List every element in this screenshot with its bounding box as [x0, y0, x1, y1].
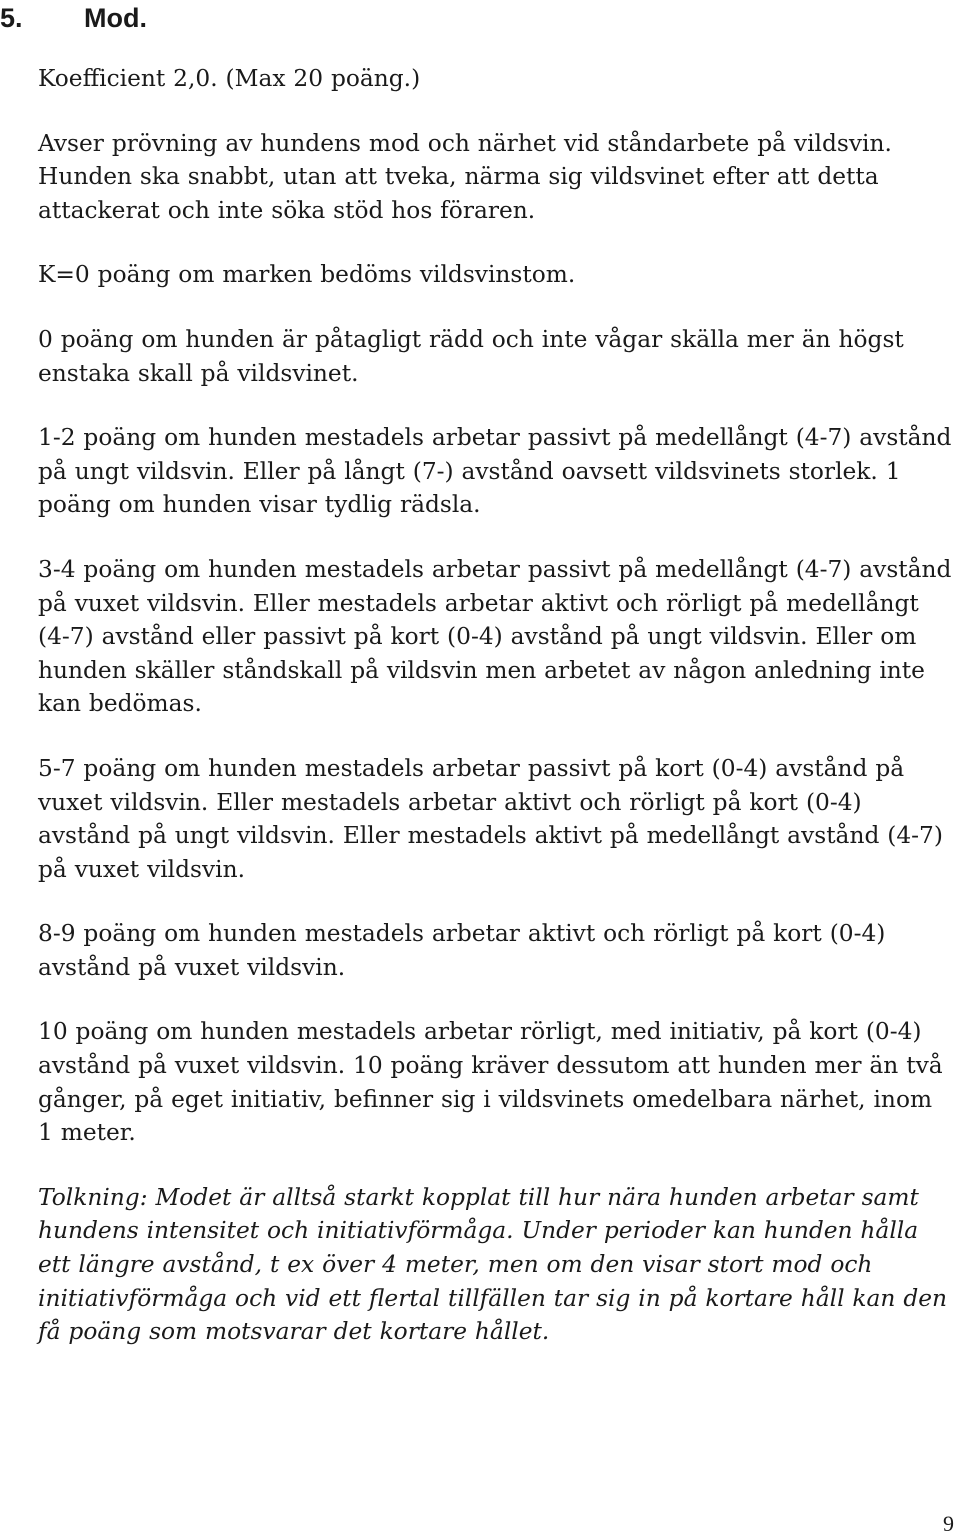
score-5-7-paragraph: 5-7 poäng om hunden mestadels arbetar passivt på kort (0-4) avstånd på vuxet vildsvin. Eller mestadels arbetar aktivt och rörligt på kort (0-4) avstånd på ungt vildsvin. Eller mestadels aktivt på medellångt avstånd (4-7) på vuxet vildsvin.	[38, 754, 943, 883]
section-number: 5.	[0, 3, 23, 33]
score-0-paragraph: 0 poäng om hunden är påtagligt rädd och inte vågar skälla mer än högst enstaka skall på vildsvinet.	[38, 325, 904, 387]
document-body	[38, 62, 953, 1380]
score-1-2-paragraph: 1-2 poäng om hunden mestadels arbetar passivt på medellångt (4-7) avstånd på ungt vildsvin. Eller på långt (7-) avstånd oavsett vildsvinets storlek. 1 poäng om hunden visar tydlig rädsla.	[38, 424, 952, 519]
score-k-paragraph: K=0 poäng om marken bedöms vildsvinstom.	[38, 261, 576, 289]
interpretation-paragraph: Tolkning: Modet är alltså starkt kopplat till hur nära hunden arbetar samt hundens intensitet och initiativförmåga. Under perioder kan hunden hålla ett längre avstånd, t ex över 4 meter, men om den visar stort mod och initiativförmåga och vid ett flertal tillfällen tar sig in på kortare håll kan den få poäng som motsvarar det kortare hållet.	[38, 1183, 948, 1346]
score-3-4-paragraph: 3-4 poäng om hunden mestadels arbetar passivt på medellångt (4-7) avstånd på vuxet vildsvin. Eller mestadels arbetar aktivt och rörligt på medellångt (4-7) avstånd eller passivt på kort (0-4) avstånd på ungt vildsvin. Eller om hunden skäller ståndskall på vildsvin men arbetet av någon anledning inte kan bedömas.	[38, 555, 952, 718]
coefficient-paragraph: Koefficient 2,0. (Max 20 poäng.)	[38, 65, 421, 92]
purpose-paragraph: Avser prövning av hundens mod och närhet vid ståndarbete på vildsvin. Hunden ska snabbt, utan att tveka, närma sig vildsvinet efter att detta attackerat och inte söka stöd hos föraren.	[38, 129, 892, 224]
score-8-9-paragraph: 8-9 poäng om hunden mestadels arbetar aktivt och rörligt på kort (0-4) avstånd på vuxet vildsvin.	[38, 920, 886, 981]
section-title: Mod.	[84, 3, 147, 33]
score-10-paragraph: 10 poäng om hunden mestadels arbetar rörligt, med initiativ, på kort (0-4) avstånd på vuxet vildsvin. 10 poäng kräver dessutom att hunden mer än två gånger, på eget initiativ, befinner sig i vildsvinets omedelbara närhet, inom 1 meter.	[38, 1018, 943, 1147]
page-number: 9	[943, 1511, 954, 1536]
